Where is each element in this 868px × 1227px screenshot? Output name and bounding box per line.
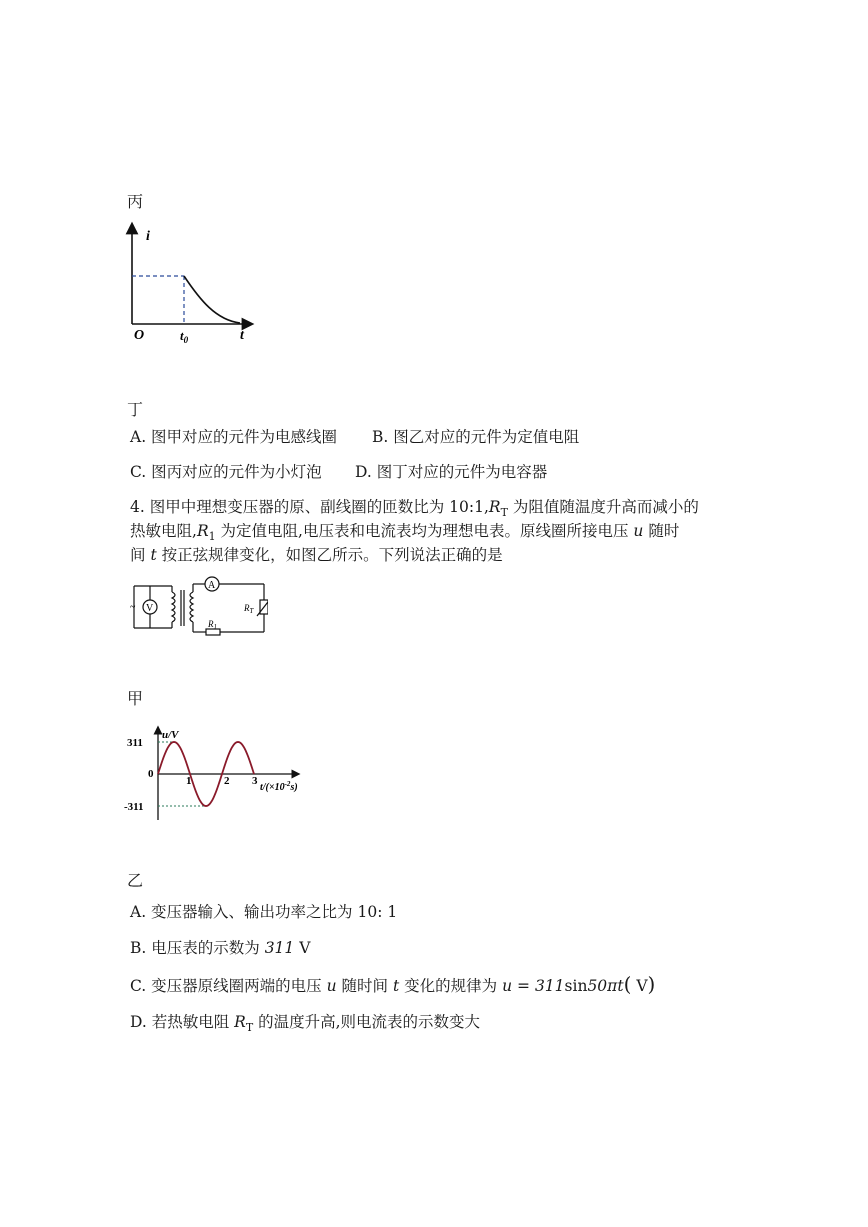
voltmeter-label: V <box>146 603 154 614</box>
r1-symbol: $R_1$ <box>196 522 216 544</box>
q3-option-b: B. 图乙对应的元件为定值电阻 <box>372 428 580 446</box>
graph-bing <box>120 218 260 348</box>
ammeter-label: A <box>208 580 216 591</box>
q3-option-a: A. 图甲对应的元件为电感线圈 <box>130 428 338 446</box>
origin-label: O <box>134 328 145 343</box>
figure-label-ding: 丁 <box>127 400 144 419</box>
circuit-jia <box>126 576 268 638</box>
y-min-label: -311 <box>124 801 144 813</box>
q4-option-b: B. 电压表的示数为 311 V <box>130 939 311 957</box>
rt-label: $R_T$ <box>244 603 254 615</box>
q3-option-d: D. 图丁对应的元件为电容器 <box>355 463 548 481</box>
tick-3: 3 <box>252 775 258 787</box>
q4-line-1: 4. 图甲中理想变压器的原、副线圈的匝数比为 $10:1,R_T$ 为阻值随温度升高而减小的 <box>130 498 699 520</box>
q4-line-2: 热敏电阻$,R_1$ 为定值电阻,电压表和电流表均为理想电表。原线圈所接电压 u 随时 <box>130 522 680 544</box>
q4-option-a: A. 变压器输入、输出功率之比为 10: 1 <box>130 903 398 921</box>
x-axis-label: $t/(\times 10^{-2}s)$ <box>260 780 298 793</box>
y-axis-label: u/V <box>162 729 179 741</box>
r1-label: $R_1$ <box>208 619 217 631</box>
decay-curve <box>184 276 240 323</box>
q4-option-c: C. 变压器原线圈两端的电压 u 随时间 t 变化的规律为 u = 311sin50πt( V) <box>130 972 656 996</box>
tick-2: 2 <box>224 775 230 787</box>
x-axis-label: t <box>240 328 244 343</box>
rt-symbol: $R_T$ <box>488 498 508 520</box>
origin-label: 0 <box>148 768 154 780</box>
q3-option-c: C. 图丙对应的元件为小灯泡 <box>130 463 322 481</box>
graph-yi <box>124 724 324 824</box>
t0-label: $t_0$ <box>180 328 189 345</box>
y-axis-label: i <box>146 229 150 244</box>
q4-line-3: 间 t 按正弦规律变化，如图乙所示。下列说法正确的是 <box>130 546 503 564</box>
svg-text:~: ~ <box>130 602 136 613</box>
figure-label-yi: 乙 <box>127 871 144 890</box>
q4-option-d: D. 若热敏电阻 $R_T$ 的温度升高,则电流表的示数变大 <box>130 1013 481 1035</box>
tick-1: 1 <box>186 775 192 787</box>
rt-symbol: $R_T$ <box>234 1013 254 1035</box>
figure-label-jia: 甲 <box>127 689 144 708</box>
y-max-label: 311 <box>127 737 143 749</box>
figure-label-bing: 丙 <box>127 192 144 211</box>
